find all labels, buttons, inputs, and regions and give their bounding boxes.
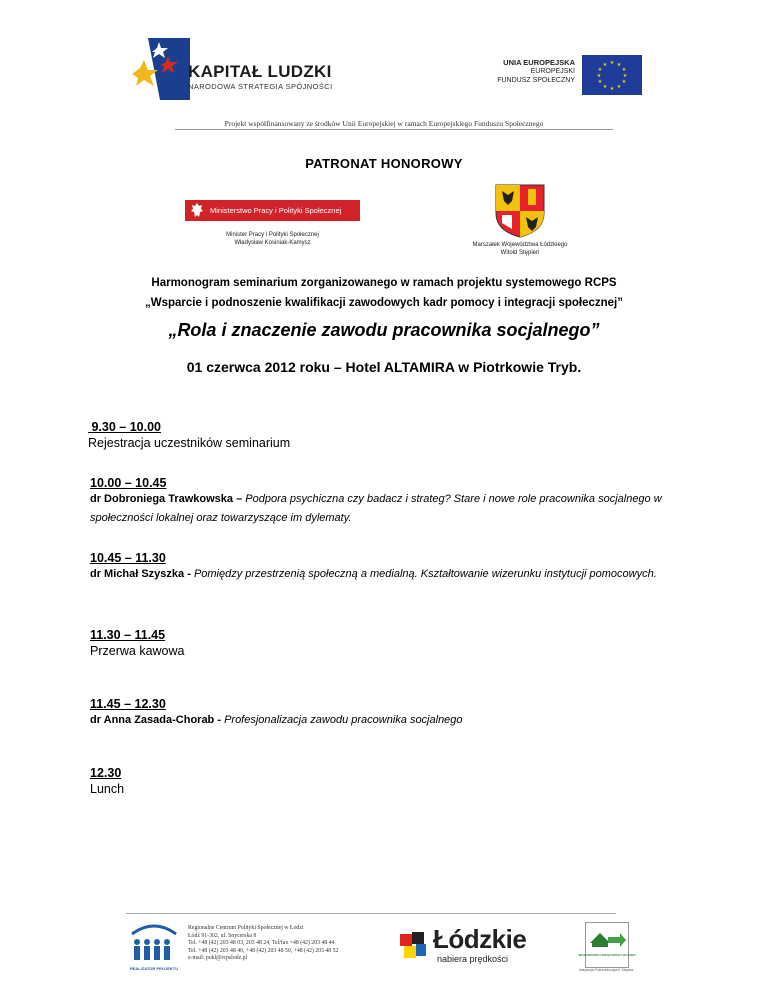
schedule-text: Rejestracja uczestników seminarium	[88, 436, 291, 450]
title-line-2: „Wsparcie i podnoszenie kwalifikacji zawodowych kadr pomocy i integracji społecznej”	[144, 297, 624, 309]
lodzkie-slogan: nabiera prędkości	[437, 954, 509, 964]
minister-line-1: Minister Pracy i Polityki Społecznej	[226, 232, 319, 238]
svg-text:★: ★	[616, 84, 622, 90]
schedule-item	[90, 628, 184, 658]
ue-text-block	[480, 58, 575, 85]
cofinancing-note: Projekt współfinansowany ze środków Unii Europejskiej w ramach Europejskiego Funduszu Społecznego	[224, 119, 544, 128]
rcps-line-4: Tel. +48 (42) 203 48 40, +48 (42) 203 48 50, +48 (42) 203 48 52	[188, 947, 339, 954]
svg-text:★: ★	[622, 73, 628, 79]
speaker-name: dr Dobroniega Trawkowska –	[90, 493, 246, 505]
header-divider	[175, 129, 613, 130]
kapital-ludzki-title: KAPITAŁ LUDZKI	[188, 62, 332, 81]
ue-line-1: UNIA EUROPEJSKA	[503, 58, 575, 67]
schedule-item	[90, 476, 690, 528]
schedule-item	[90, 551, 690, 584]
talk-topic: Podpora psychiczna czy badacz i strateg? Stare i nowe role pracownika socjalnego w społeczności lokalnej oraz towarzyszące im dylematy.	[90, 493, 662, 524]
kapital-ludzki-subtitle: NARODOWA STRATEGIA SPÓJNOŚCI	[188, 82, 333, 91]
marshal-caption	[450, 241, 590, 257]
rcps-people-logo-icon	[130, 922, 178, 972]
ministry-name: Ministerstwo Pracy i Polityki Społecznej	[210, 206, 342, 215]
schedule-time: 12.30	[90, 766, 122, 780]
schedule-item	[90, 766, 124, 796]
rcps-address-block	[188, 925, 338, 963]
marshal-line-2: Witold Stępień	[500, 250, 540, 256]
lodzkie-coat-of-arms-icon	[494, 183, 546, 239]
schedule-time: 10.00 – 10.45	[90, 476, 167, 490]
rcps-line-3: Tel. +48 (42) 203 48 03, 203 48 24, Tel/fax +48 (42) 203 48 44	[188, 940, 335, 946]
kapital-ludzki-logo-icon	[130, 38, 190, 100]
schedule-description	[90, 565, 690, 584]
svg-text:★: ★	[621, 79, 627, 85]
date-place: 01 czerwca 2012 roku – Hotel ALTAMIRA w Piotrkowie Tryb.	[186, 359, 582, 375]
schedule-description	[90, 490, 690, 528]
rcps-line-5: e-mail: pokl@rcpslodz.pl	[188, 955, 248, 961]
patronage-heading: PATRONAT HONOROWY	[305, 156, 463, 171]
wup-logo	[578, 922, 636, 968]
seminar-title: „Rola i znaczenie zawodu pracownika socjalnego”	[168, 320, 600, 340]
talk-topic: Profesjonalizacja zawodu pracownika socjalnego	[224, 714, 463, 726]
wup-text: WOJEWÓDZKI URZĄD PRACY W ŁODZI	[578, 953, 636, 957]
speaker-name: dr Michał Szyszka -	[90, 568, 194, 580]
minister-line-2: Władysław Kosiniak-Kamysz	[234, 240, 311, 246]
eu-flag-icon	[582, 55, 642, 95]
talk-topic: Pomiędzy przestrzenią społeczną a medialną. Kształtowanie wizerunku instytucji pomocowych.	[193, 568, 657, 580]
schedule-item	[88, 420, 290, 450]
svg-text:★: ★	[602, 84, 608, 90]
polish-eagle-icon	[190, 202, 204, 219]
svg-text:★: ★	[616, 62, 622, 68]
schedule-description	[90, 711, 690, 730]
wup-caption: Instytucja Pośrednicząca II Stopnia	[578, 968, 634, 972]
footer-divider	[126, 913, 616, 914]
ue-line-3: FUNDUSZ SPOŁECZNY	[497, 77, 575, 84]
marshal-line-1: Marszałek Województwa Łódzkiego	[472, 242, 568, 248]
title-line-1: Harmonogram seminarium zorganizowanego w ramach projektu systemowego RCPS	[151, 277, 617, 289]
speaker-name: dr Anna Zasada-Chorab -	[90, 714, 225, 726]
svg-text:★: ★	[596, 73, 602, 79]
schedule-time: 11.45 – 12.30	[90, 697, 166, 711]
svg-text:★: ★	[602, 62, 608, 68]
minister-caption	[185, 231, 360, 247]
svg-text:★: ★	[609, 60, 615, 66]
svg-text:★: ★	[597, 79, 603, 85]
schedule-item	[90, 697, 690, 730]
rcps-line-2: Łódź 91-302, ul. Snycerska 8	[188, 932, 257, 939]
ue-line-2: EUROPEJSKI	[530, 68, 575, 75]
svg-text:★: ★	[609, 86, 615, 92]
rcps-line-1: Regionalne Centrum Polityki Społecznej w Łodzi	[188, 925, 304, 931]
document-title-block	[0, 273, 768, 313]
schedule-time: 9.30 – 10.00	[88, 420, 161, 434]
rcps-logo-caption: REALIZATOR PROJEKTU	[129, 966, 179, 971]
schedule-time: 10.45 – 11.30	[90, 551, 166, 565]
svg-text:★: ★	[597, 67, 603, 73]
schedule-text: Przerwa kawowa	[90, 644, 185, 658]
wup-building-icon	[578, 923, 636, 967]
svg-text:★: ★	[621, 67, 627, 73]
lodzkie-brand-mark-icon	[398, 930, 430, 960]
schedule-text: Lunch	[90, 782, 125, 796]
schedule-time: 11.30 – 11.45	[90, 628, 166, 642]
lodzkie-wordmark: Łódzkie	[433, 924, 527, 954]
